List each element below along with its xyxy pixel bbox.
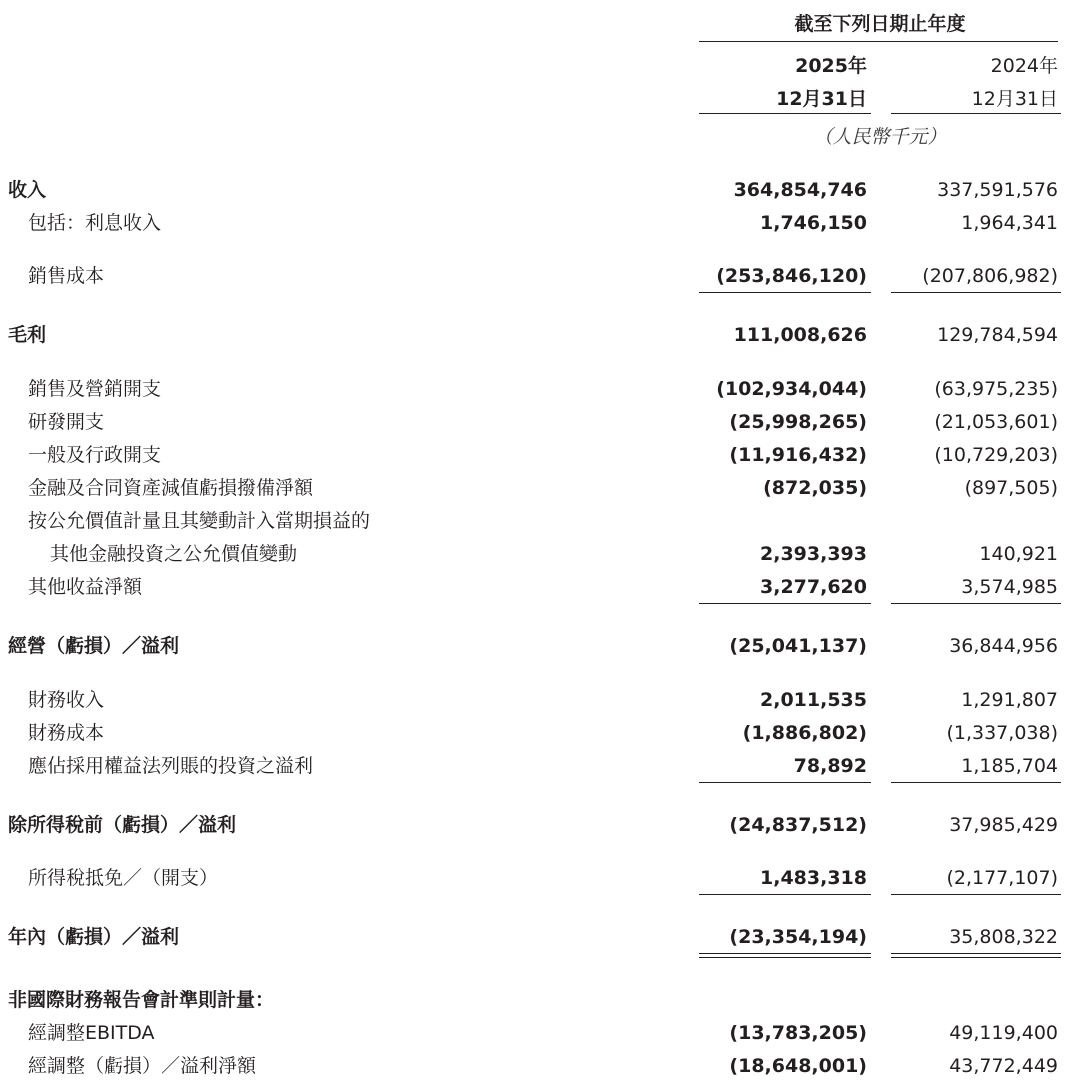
row-label-adjusted-ebitda: 經調整EBITDA <box>28 1022 155 1044</box>
col-2024-header-rule <box>891 113 1061 114</box>
row-label-non-ifrs-heading: 非國際財務報告會計準則計量： <box>8 989 275 1011</box>
row-value-2024: 129,784,594 <box>937 324 1058 346</box>
col-2024-year: 2024年 <box>990 55 1058 77</box>
col-2025-year: 2025年 <box>795 55 867 77</box>
row-label-profit-for-year: 年內（虧損）／溢利 <box>8 926 180 948</box>
period-heading: 截至下列日期止年度 <box>794 13 966 35</box>
row-value-2024: 337,591,576 <box>937 179 1058 201</box>
row-value-2025: (25,998,265) <box>729 411 867 433</box>
subtotal-rule <box>891 782 1061 783</box>
row-value-2024: 1,291,807 <box>961 689 1058 711</box>
subtotal-rule <box>699 603 871 604</box>
row-value-2025: 1,483,318 <box>760 867 867 889</box>
subtotal-rule <box>699 894 871 895</box>
total-double-rule <box>891 953 1061 958</box>
subtotal-rule <box>699 782 871 783</box>
row-label-fvtpl-line1: 按公允價值計量且其變動計入當期損益的 <box>28 510 371 532</box>
row-label-rnd-expenses: 研發開支 <box>28 411 105 433</box>
row-label-operating-result: 經營（虧損）／溢利 <box>8 635 180 657</box>
row-value-2024: 37,985,429 <box>949 814 1058 836</box>
row-value-2025: (23,354,194) <box>729 926 867 948</box>
col-2025-date: 12月31日 <box>776 88 867 110</box>
subtotal-rule <box>891 292 1061 293</box>
row-value-2025: 2,393,393 <box>760 543 867 565</box>
row-value-2024: 35,808,322 <box>949 926 1058 948</box>
row-value-2024: 3,574,985 <box>961 576 1058 598</box>
row-value-2024: (2,177,107) <box>946 867 1058 889</box>
row-value-2025: 78,892 <box>793 755 867 777</box>
row-label-fair-value-changes: 其他金融投資之公允價值變動 <box>50 543 298 565</box>
row-value-2024: (21,053,601) <box>934 411 1058 433</box>
row-value-2025: 111,008,626 <box>733 324 867 346</box>
row-value-2025: (11,916,432) <box>729 444 867 466</box>
row-value-2024: (63,975,235) <box>934 378 1058 400</box>
row-value-2025: 364,854,746 <box>733 179 867 201</box>
row-value-2024: 49,119,400 <box>949 1022 1058 1044</box>
header-rule <box>699 41 1058 42</box>
row-label-gross-profit: 毛利 <box>8 324 47 346</box>
row-label-profit-before-tax: 除所得稅前（虧損）／溢利 <box>8 814 237 836</box>
row-value-2025: (25,041,137) <box>729 635 867 657</box>
row-value-2025: (253,846,120) <box>716 265 867 287</box>
row-value-2025: 3,277,620 <box>760 576 867 598</box>
col-2024-date: 12月31日 <box>971 88 1058 110</box>
row-value-2025: (24,837,512) <box>729 814 867 836</box>
row-label-admin-expenses: 一般及行政開支 <box>28 444 162 466</box>
row-label-selling-expenses: 銷售及營銷開支 <box>28 378 162 400</box>
row-label-adjusted-net-profit: 經調整（虧損）／溢利淨額 <box>28 1055 257 1077</box>
row-label-cost-of-sales: 銷售成本 <box>28 265 105 287</box>
row-label-revenue: 收入 <box>8 179 47 201</box>
row-value-2025: (102,934,044) <box>716 378 867 400</box>
row-value-2025: (872,035) <box>763 477 867 499</box>
row-value-2025: (13,783,205) <box>729 1022 867 1044</box>
unit-label: （人民幣千元） <box>813 126 947 148</box>
subtotal-rule <box>891 603 1061 604</box>
row-value-2024: 36,844,956 <box>949 635 1058 657</box>
row-value-2024: 1,964,341 <box>961 212 1058 234</box>
row-value-2025: 1,746,150 <box>760 212 867 234</box>
row-value-2025: (18,648,001) <box>729 1055 867 1077</box>
subtotal-rule <box>699 292 871 293</box>
row-value-2024: 43,772,449 <box>949 1055 1058 1077</box>
total-double-rule <box>699 953 871 958</box>
row-label-impairment-losses: 金融及合同資產減值虧損撥備淨額 <box>28 477 314 499</box>
row-label-interest-income: 包括：利息收入 <box>28 212 162 234</box>
row-label-other-gains: 其他收益淨額 <box>28 576 143 598</box>
row-label-finance-income: 財務收入 <box>28 689 105 711</box>
row-label-equity-method-profit: 應佔採用權益法列賬的投資之溢利 <box>28 755 314 777</box>
row-value-2025: (1,886,802) <box>742 722 867 744</box>
row-value-2024: 1,185,704 <box>961 755 1058 777</box>
col-2025-header-rule <box>699 113 871 114</box>
row-value-2024: (897,505) <box>964 477 1058 499</box>
subtotal-rule <box>891 894 1061 895</box>
row-value-2024: (10,729,203) <box>934 444 1058 466</box>
row-value-2024: 140,921 <box>979 543 1058 565</box>
row-value-2024: (1,337,038) <box>946 722 1058 744</box>
row-label-finance-costs: 財務成本 <box>28 722 105 744</box>
row-label-income-tax: 所得稅抵免／（開支） <box>28 867 219 889</box>
row-value-2024: (207,806,982) <box>922 265 1058 287</box>
row-value-2025: 2,011,535 <box>760 689 867 711</box>
